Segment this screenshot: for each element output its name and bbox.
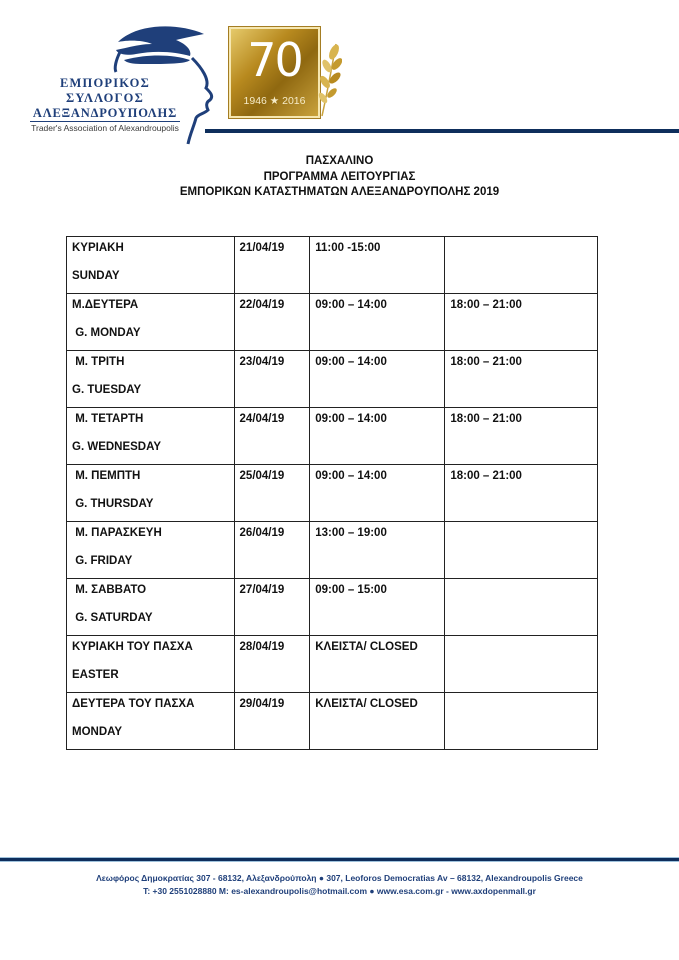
day-name-english: EASTER xyxy=(72,669,119,681)
evening-hours-cell xyxy=(445,579,598,636)
morning-hours-cell xyxy=(310,636,445,693)
schedule-row xyxy=(67,237,598,294)
date-cell xyxy=(234,237,310,294)
date: 22/04/19 xyxy=(239,299,285,311)
evening-hours: 18:00 – 21:00 xyxy=(450,470,522,482)
footer-address: Λεωφόρος Δημοκρατίας 307 - 68132, Αλεξανδρούπολη ● 307, Leoforos Democratias Av – 68132, Alexandroupolis Greece xyxy=(96,873,583,883)
day-name-greek: ΚΥΡΙΑΚΗ ΤΟΥ ΠΑΣΧΑ xyxy=(72,641,193,653)
date-cell xyxy=(234,522,310,579)
evening-hours-cell xyxy=(445,351,598,408)
date-cell xyxy=(234,408,310,465)
date-cell xyxy=(234,465,310,522)
logo-line-3: ΑΛΕΞΑΝΔΡΟΥΠΟΛΗΣ xyxy=(30,106,180,122)
evening-hours-cell xyxy=(445,237,598,294)
day-name-greek: ΚΥΡΙΑΚΗ xyxy=(72,242,124,254)
association-logo xyxy=(30,14,220,144)
morning-hours: ΚΛΕΙΣΤΑ/ CLOSED xyxy=(315,641,418,653)
date-cell xyxy=(234,636,310,693)
doc-title-line-3: ΕΜΠΟΡΙΚΩΝ ΚΑΤΑΣΤΗΜΑΤΩΝ ΑΛΕΞΑΝΔΡΟΥΠΟΛΗΣ 2019 xyxy=(179,186,500,198)
schedule-row xyxy=(67,693,598,750)
morning-hours: 13:00 – 19:00 xyxy=(315,527,387,539)
date-cell xyxy=(234,693,310,750)
logo-line-2: ΣΥΛΛΟΓΟΣ xyxy=(66,91,144,105)
evening-hours-cell xyxy=(445,522,598,579)
day-cell xyxy=(67,693,235,750)
doc-title-line-1: ΠΑΣΧΑΛΙΝΟ xyxy=(305,155,374,167)
morning-hours-cell xyxy=(310,294,445,351)
morning-hours: 09:00 – 15:00 xyxy=(315,584,387,596)
day-name-english: SUNDAY xyxy=(72,270,120,282)
date: 23/04/19 xyxy=(239,356,285,368)
day-cell xyxy=(67,408,235,465)
day-name-english: G. WEDNESDAY xyxy=(72,441,162,453)
date: 29/04/19 xyxy=(239,698,285,710)
logo-wordmark xyxy=(30,76,180,134)
schedule-row xyxy=(67,465,598,522)
day-cell xyxy=(67,579,235,636)
header-divider xyxy=(205,129,679,133)
evening-hours-cell xyxy=(445,408,598,465)
morning-hours: 09:00 – 14:00 xyxy=(315,413,387,425)
date-cell xyxy=(234,351,310,408)
day-cell xyxy=(67,237,235,294)
day-cell xyxy=(67,522,235,579)
morning-hours-cell xyxy=(310,522,445,579)
logo-subtitle: Trader's Association of Alexandroupolis xyxy=(31,123,179,133)
evening-hours-cell xyxy=(445,465,598,522)
date: 21/04/19 xyxy=(239,242,285,254)
day-cell xyxy=(67,351,235,408)
badge-years: 1946 ★ 2016 xyxy=(243,95,306,107)
evening-hours: 18:00 – 21:00 xyxy=(450,356,522,368)
schedule-row xyxy=(67,522,598,579)
schedule-row xyxy=(67,351,598,408)
morning-hours-cell xyxy=(310,237,445,294)
morning-hours: 09:00 – 14:00 xyxy=(315,356,387,368)
day-name-greek: Μ. ΣΑΒΒΑΤΟ xyxy=(72,584,147,596)
laurel-branch-icon xyxy=(318,38,342,118)
footer-contact: T: +30 2551028880 M: es-alexandroupolis@hotmail.com ● www.esa.com.gr - www.axdopenmall.gr xyxy=(143,886,536,896)
day-name-greek: Μ. ΤΕΤΑΡΤΗ xyxy=(72,413,144,425)
date-cell xyxy=(234,579,310,636)
morning-hours-cell xyxy=(310,408,445,465)
day-name-greek: Μ. ΤΡΙΤΗ xyxy=(72,356,125,368)
anniversary-badge xyxy=(229,27,320,118)
date: 26/04/19 xyxy=(239,527,285,539)
date: 25/04/19 xyxy=(239,470,285,482)
morning-hours-cell xyxy=(310,351,445,408)
day-name-english: G. THURSDAY xyxy=(72,498,154,510)
morning-hours-cell xyxy=(310,465,445,522)
badge-number: 70 xyxy=(247,33,302,87)
morning-hours-cell xyxy=(310,693,445,750)
morning-hours: 09:00 – 14:00 xyxy=(315,299,387,311)
day-name-english: G. TUESDAY xyxy=(72,384,142,396)
day-cell xyxy=(67,636,235,693)
day-name-greek: ΔΕΥΤΕΡΑ ΤΟΥ ΠΑΣΧΑ xyxy=(72,698,195,710)
evening-hours-cell xyxy=(445,693,598,750)
morning-hours: 11:00 -15:00 xyxy=(315,242,381,254)
schedule-row xyxy=(67,636,598,693)
evening-hours-cell xyxy=(445,294,598,351)
day-name-greek: Μ. ΠΑΡΑΣΚΕΥΗ xyxy=(72,527,162,539)
day-cell xyxy=(67,465,235,522)
opening-hours-table xyxy=(66,236,598,750)
doc-title-line-2: ΠΡΟΓΡΑΜΜΑ ΛΕΙΤΟΥΡΓΙΑΣ xyxy=(263,171,416,183)
evening-hours: 18:00 – 21:00 xyxy=(450,299,522,311)
schedule-row xyxy=(67,408,598,465)
logo-line-1: ΕΜΠΟΡΙΚΟΣ xyxy=(60,76,150,90)
day-name-english: G. MONDAY xyxy=(72,327,141,339)
date-cell xyxy=(234,294,310,351)
evening-hours-cell xyxy=(445,636,598,693)
footer-divider xyxy=(0,857,679,862)
day-cell xyxy=(67,294,235,351)
date: 24/04/19 xyxy=(239,413,285,425)
morning-hours: ΚΛΕΙΣΤΑ/ CLOSED xyxy=(315,698,418,710)
day-name-english: G. SATURDAY xyxy=(72,612,153,624)
date: 28/04/19 xyxy=(239,641,285,653)
schedule-row xyxy=(67,294,598,351)
day-name-english: MONDAY xyxy=(72,726,123,738)
date: 27/04/19 xyxy=(239,584,285,596)
day-name-greek: Μ.ΔΕΥΤΕΡΑ xyxy=(72,299,139,311)
evening-hours: 18:00 – 21:00 xyxy=(450,413,522,425)
day-name-english: G. FRIDAY xyxy=(72,555,133,567)
morning-hours-cell xyxy=(310,579,445,636)
day-name-greek: Μ. ΠΕΜΠΤΗ xyxy=(72,470,141,482)
schedule-row xyxy=(67,579,598,636)
morning-hours: 09:00 – 14:00 xyxy=(315,470,387,482)
